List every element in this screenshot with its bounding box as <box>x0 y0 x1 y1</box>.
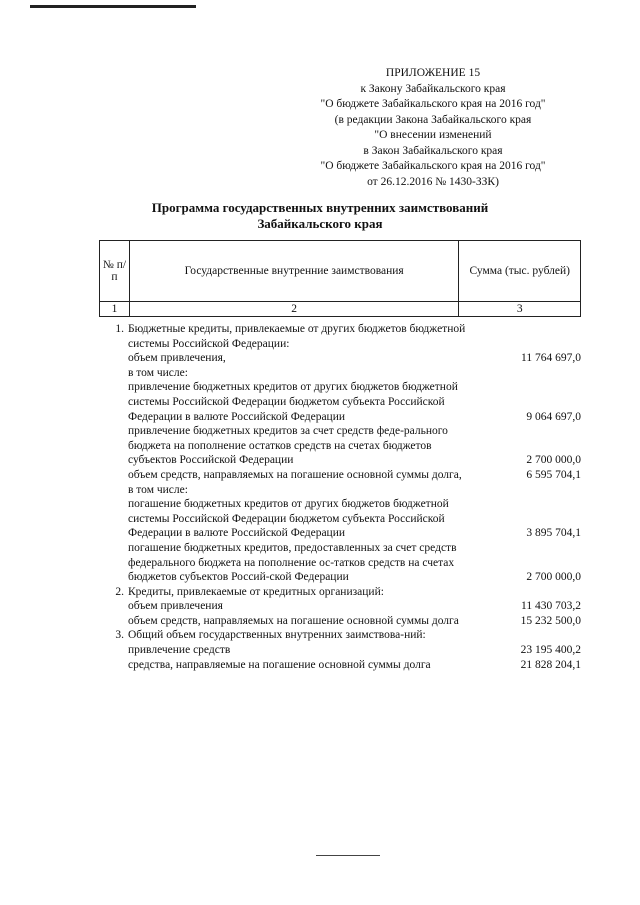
table-row <box>99 424 581 468</box>
title-line-2: Забайкальского края <box>257 216 383 231</box>
table-row <box>99 468 581 483</box>
row-text: в том числе: <box>128 366 188 379</box>
row-text: Бюджетные кредиты, привлекаемые от других бюджетов бюджетной системы Российской Федерации: <box>128 323 466 350</box>
row-value: 3 895 704,1 <box>526 527 581 540</box>
appendix-block <box>283 66 583 190</box>
appendix-line: к Закону Забайкальского края <box>360 82 506 95</box>
header-index-2: 2 <box>129 302 459 317</box>
table-row <box>99 658 581 673</box>
header-col-name: Государственные внутренние заимствования <box>129 241 459 302</box>
table-row <box>99 483 581 498</box>
appendix-line: ПРИЛОЖЕНИЕ 15 <box>385 67 481 79</box>
row-value: 9 064 697,0 <box>526 410 581 423</box>
row-number: 3. <box>115 629 124 642</box>
row-text: погашение бюджетных кредитов от других бюджетов бюджетной системы Российской Федерации бюджетом субъекта Российской Федерации в валюте Российской Федерации <box>128 498 449 540</box>
table-body <box>99 322 581 672</box>
row-value: 23 195 400,2 <box>520 644 581 657</box>
row-text: объем средств, направляемых на погашение основной суммы долга, <box>128 468 462 481</box>
header-col-number: № п/п <box>100 241 130 302</box>
table-row <box>99 541 581 585</box>
row-number: 1. <box>115 323 124 335</box>
row-value: 11 430 703,2 <box>521 600 581 613</box>
header-col-sum: Сумма (тыс. рублей) <box>459 241 581 302</box>
appendix-line: "О бюджете Забайкальского края на 2016 год" <box>320 98 546 110</box>
table-row <box>99 497 581 541</box>
row-value: 6 595 704,1 <box>526 468 581 481</box>
bottom-rule <box>316 855 380 856</box>
row-number: 2. <box>115 585 124 598</box>
appendix-line: "О бюджете Забайкальского края на 2016 год" <box>320 160 546 172</box>
table-row <box>99 322 581 351</box>
table-row <box>99 628 581 643</box>
document-title <box>110 200 530 232</box>
row-value: 2 700 000,0 <box>526 571 581 584</box>
row-text: Общий объем государственных внутренних заимствова-ний: <box>128 629 426 642</box>
table-header <box>99 240 581 317</box>
row-text: погашение бюджетных кредитов, предоставленных за счет средств федерального бюджета на пополнение ос-татков средств на счетах бюджетов субъектов Россий-ской Федерации <box>128 541 457 584</box>
appendix-line: от 26.12.2016 № 1430-ЗЗК) <box>367 175 499 188</box>
appendix-line: "О внесении изменений <box>374 129 492 141</box>
table-row <box>99 643 581 658</box>
row-text: Кредиты, привлекаемые от кредитных организаций: <box>128 585 384 598</box>
row-text: объем привлечения, <box>128 352 226 365</box>
row-value: 15 232 500,0 <box>520 614 581 627</box>
row-text: в том числе: <box>128 483 188 496</box>
table-row <box>99 351 581 366</box>
top-rule <box>30 5 196 8</box>
row-text: объем привлечения <box>128 600 223 613</box>
row-text: привлечение бюджетных кредитов за счет средств феде-рального бюджета на пополнение остатков средств на счетах бюджетов субъектов Российской Федерации <box>128 425 448 467</box>
header-index-3: 3 <box>459 302 581 317</box>
row-text: объем средств, направляемых на погашение основной суммы долга <box>128 614 459 627</box>
header-index-1: 1 <box>100 302 130 317</box>
row-value: 2 700 000,0 <box>526 454 581 467</box>
table-row <box>99 380 581 424</box>
table-row <box>99 614 581 629</box>
row-value: 11 764 697,0 <box>521 352 581 365</box>
row-text: привлечение бюджетных кредитов от других бюджетов бюджетной системы Российской Федерации бюджетом субъекта Российской Федерации в валюте Российской Федерации <box>128 381 458 423</box>
appendix-line: (в редакции Закона Забайкальского края <box>334 113 532 126</box>
row-value: 21 828 204,1 <box>520 658 581 671</box>
table-row <box>99 366 581 381</box>
table-row <box>99 599 581 614</box>
table-row <box>99 585 581 600</box>
title-line-1: Программа государственных внутренних заимствований <box>151 200 489 215</box>
appendix-line: в Закон Забайкальского края <box>363 144 503 157</box>
row-text: средства, направляемые на погашение основной суммы долга <box>128 658 431 671</box>
row-text: привлечение средств <box>128 644 231 657</box>
